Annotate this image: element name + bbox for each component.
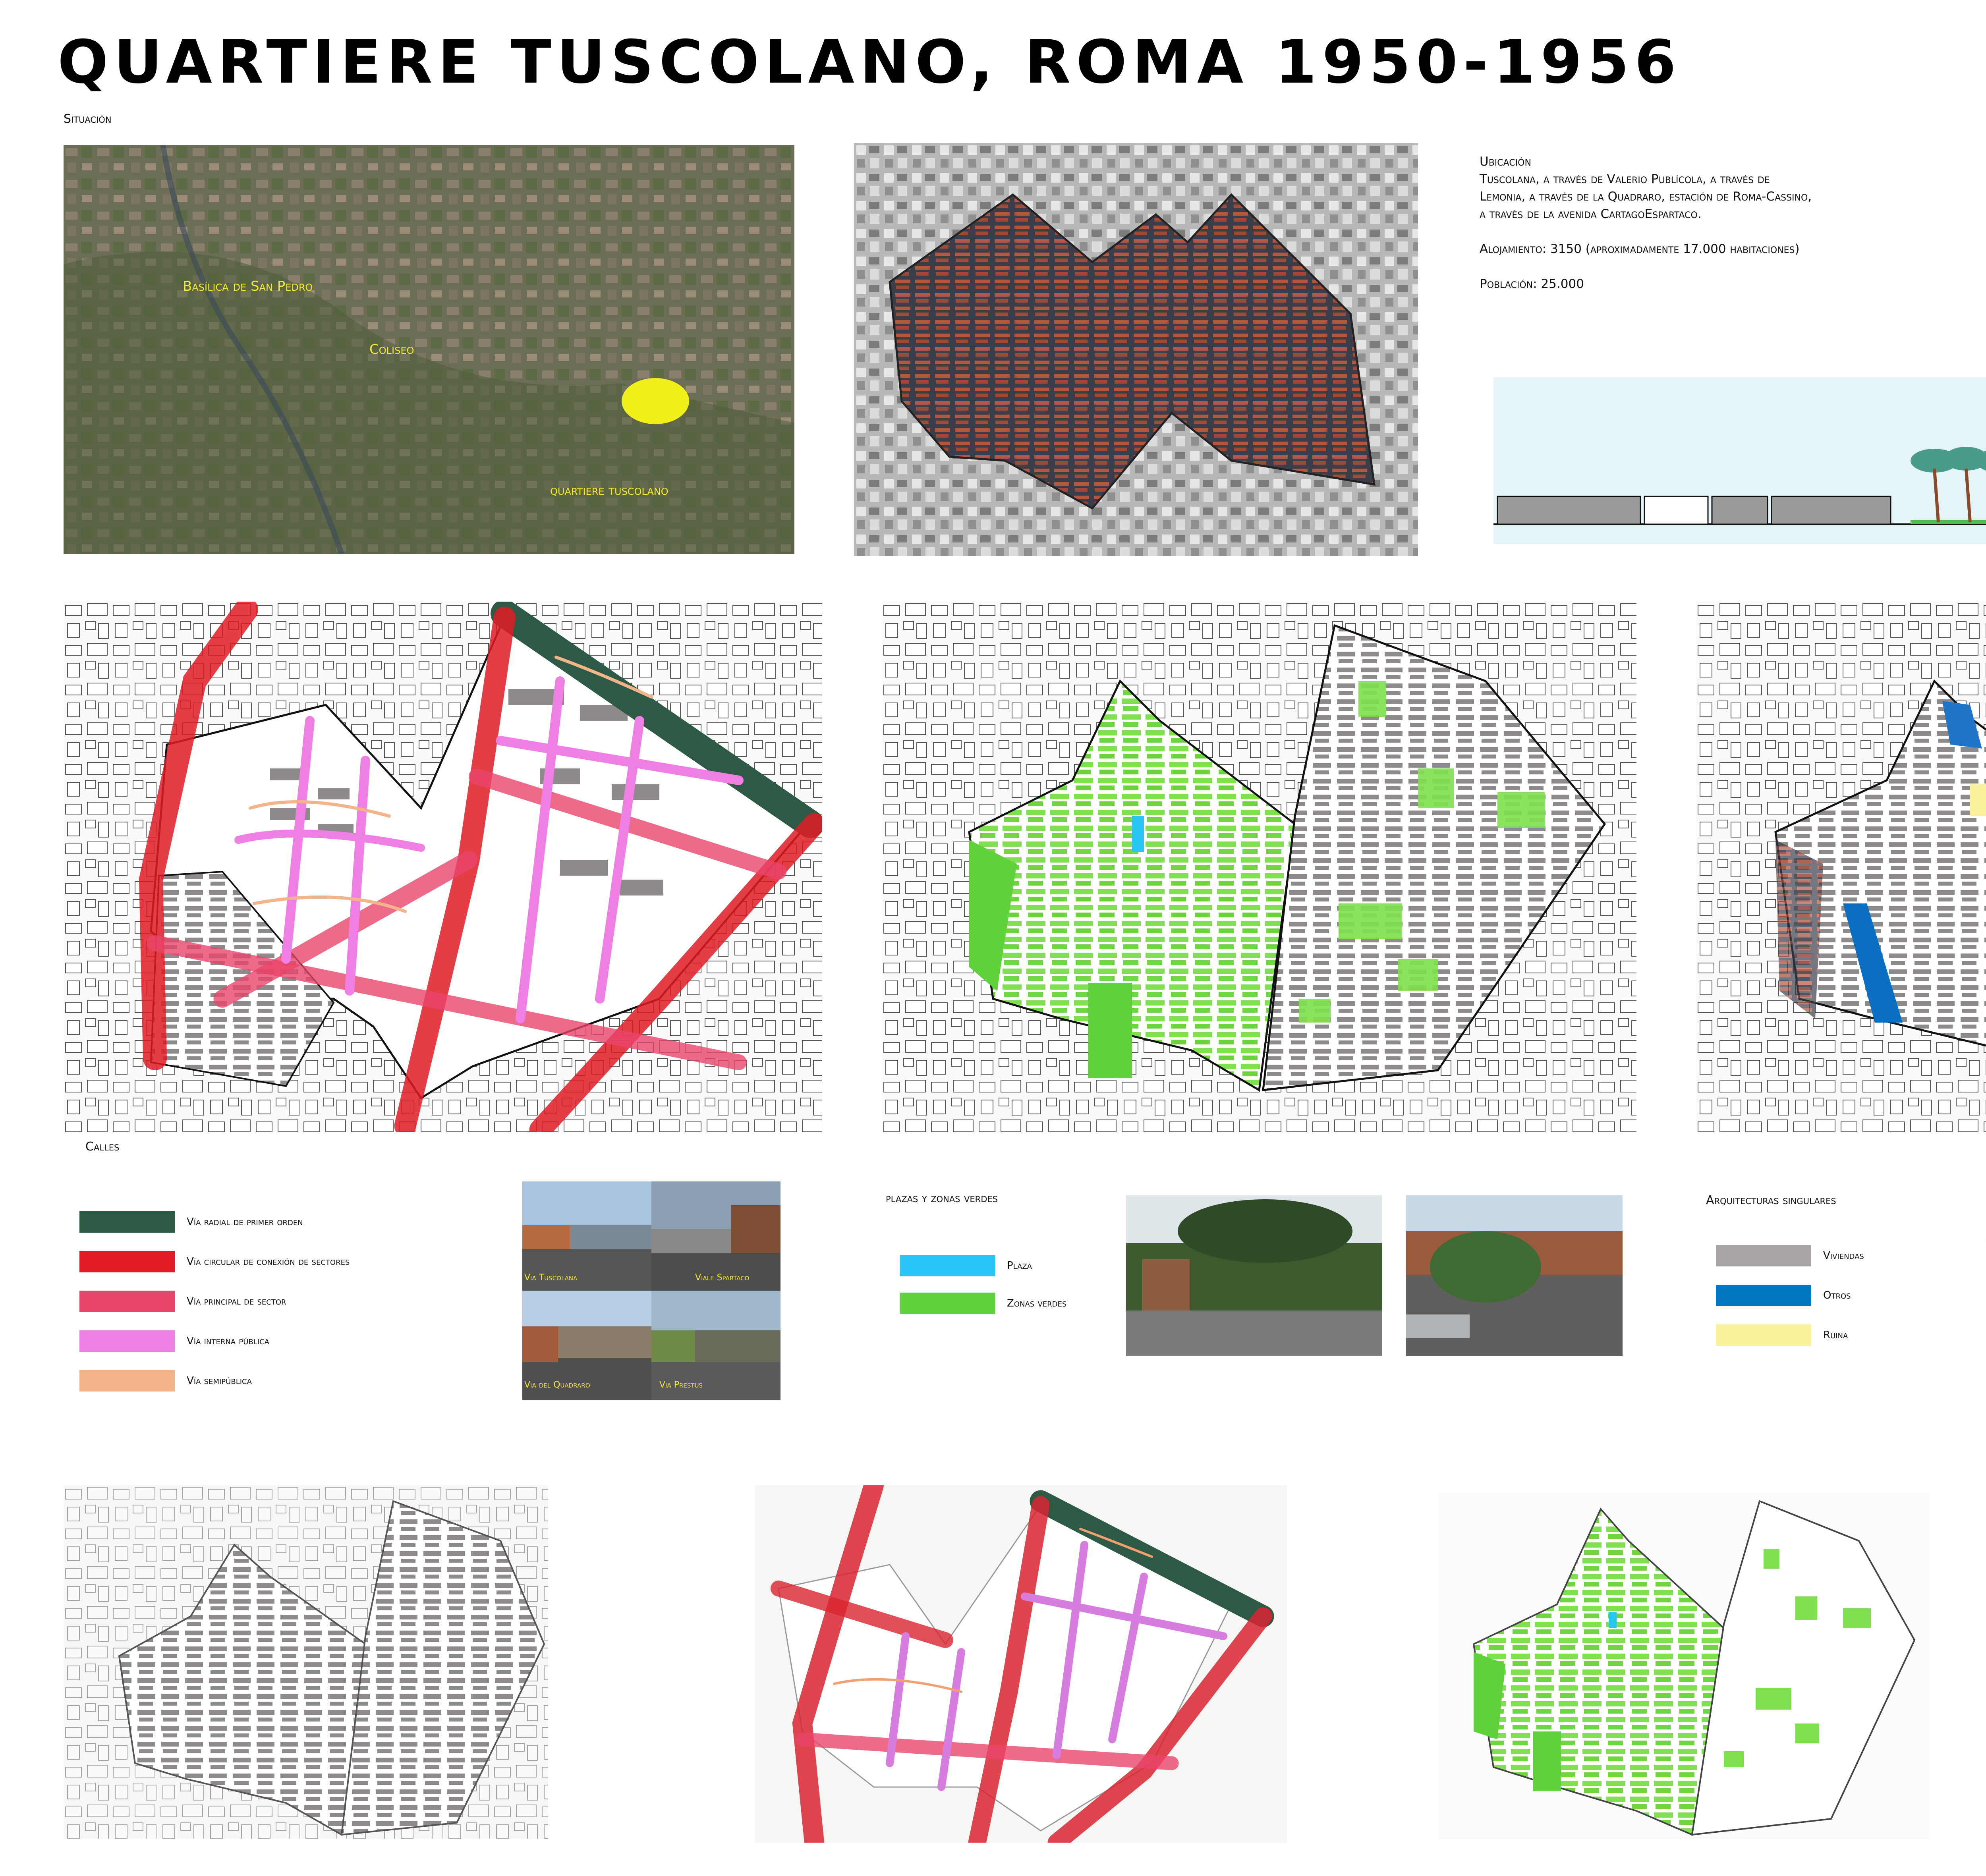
- calles-heading: Calles: [85, 1140, 120, 1154]
- verdes-heading: plazas y zonas verdes: [886, 1191, 998, 1205]
- legend-swatch-principal: [79, 1291, 175, 1312]
- verdes-legend-row-1: [900, 1255, 1032, 1276]
- arquitecturas-heading: Arquitecturas singulares: [1706, 1193, 1836, 1207]
- legend-label-otros: Otros: [1823, 1289, 1851, 1301]
- arq-legend-row-2: [1716, 1285, 1851, 1306]
- ubicacion-line-3: a través de la avenida CartagoEspartaco.: [1480, 207, 1702, 221]
- site-aerial-map: [64, 145, 794, 554]
- ubicacion-heading: Ubicación: [1480, 154, 1531, 169]
- legend-swatch-ruina: [1716, 1324, 1811, 1346]
- legend-swatch-otros: [1716, 1285, 1811, 1306]
- calles-legend-row-5: [79, 1370, 252, 1392]
- green-photo-1: [1126, 1195, 1382, 1356]
- sketch-verdes-plan: [1438, 1493, 1930, 1839]
- legend-label-interna: Vía interna pública: [187, 1335, 269, 1347]
- situacion-label: Situación: [64, 112, 112, 126]
- legend-label-circular: Vía circular de conexión de sectores: [187, 1256, 350, 1268]
- street-photo-label-3: Via del Quadraro: [524, 1380, 590, 1390]
- calles-plan: [64, 602, 822, 1132]
- calles-legend-row-4: [79, 1330, 269, 1352]
- legend-label-plaza: Plaza: [1007, 1260, 1032, 1272]
- map-label-basilica: Basílica de San Pedro: [183, 278, 313, 294]
- legend-swatch-viviendas: [1716, 1245, 1811, 1266]
- legend-label-viviendas: Viviendas: [1823, 1250, 1864, 1262]
- info-block: [1480, 153, 1986, 293]
- green-photo-2: [1406, 1195, 1623, 1356]
- ubicacion-line-1: Tuscolana, a través de Valerio Publícola, a través de: [1480, 172, 1770, 186]
- sketch-blocks-plan: [64, 1485, 548, 1839]
- legend-label-zonas-verdes: Zonas verdes: [1007, 1297, 1067, 1309]
- verdes-plan: [882, 602, 1636, 1132]
- verdes-legend-row-2: [900, 1293, 1066, 1314]
- calles-legend-row-3: [79, 1291, 286, 1312]
- calles-legend-row-2: [79, 1251, 350, 1272]
- page-title: QUARTIERE TUSCOLANO, ROMA 1950-1956: [58, 28, 1682, 97]
- legend-swatch-interna: [79, 1330, 175, 1352]
- legend-swatch-zonas-verdes: [900, 1293, 995, 1314]
- legend-swatch-semipublica: [79, 1370, 175, 1392]
- ubicacion-line-2: Lemonia, a través de la Quadraro, estación de Roma-Cassino,: [1480, 189, 1812, 204]
- calles-legend-row-1: [79, 1211, 303, 1233]
- arq-legend-row-1: [1716, 1245, 1864, 1266]
- section-drawing: [1493, 377, 1986, 544]
- bw-aerial-photo: [854, 143, 1418, 556]
- poblacion-text: Población: 25.000: [1480, 277, 1584, 291]
- legend-label-radial: Vía radial de primer orden: [187, 1216, 303, 1228]
- sketch-calles-plan: [755, 1485, 1287, 1843]
- arq-legend-row-3: [1716, 1324, 1848, 1346]
- street-photo-label-4: Via Prestus: [659, 1380, 703, 1390]
- legend-label-principal: Vía principal de sector: [187, 1295, 286, 1307]
- alojamiento-text: Alojamiento: 3150 (aproximadamente 17.000 habitaciones): [1480, 242, 1800, 256]
- legend-swatch-radial: [79, 1211, 175, 1233]
- map-label-coliseo: Coliseo: [369, 342, 414, 357]
- legend-label-ruina: Ruina: [1823, 1329, 1848, 1341]
- street-photo-label-1: Via Tuscolana: [524, 1273, 578, 1283]
- legend-label-semipublica: Vía semipública: [187, 1375, 252, 1387]
- street-photo-label-2: Viale Spartaco: [695, 1273, 750, 1283]
- arquitecturas-plan: [1696, 602, 1986, 1132]
- legend-swatch-plaza: [900, 1255, 995, 1276]
- tuscolano-location-marker: [622, 378, 689, 424]
- map-label-quartiere: quartiere tuscolano: [550, 483, 668, 498]
- legend-swatch-circular: [79, 1251, 175, 1272]
